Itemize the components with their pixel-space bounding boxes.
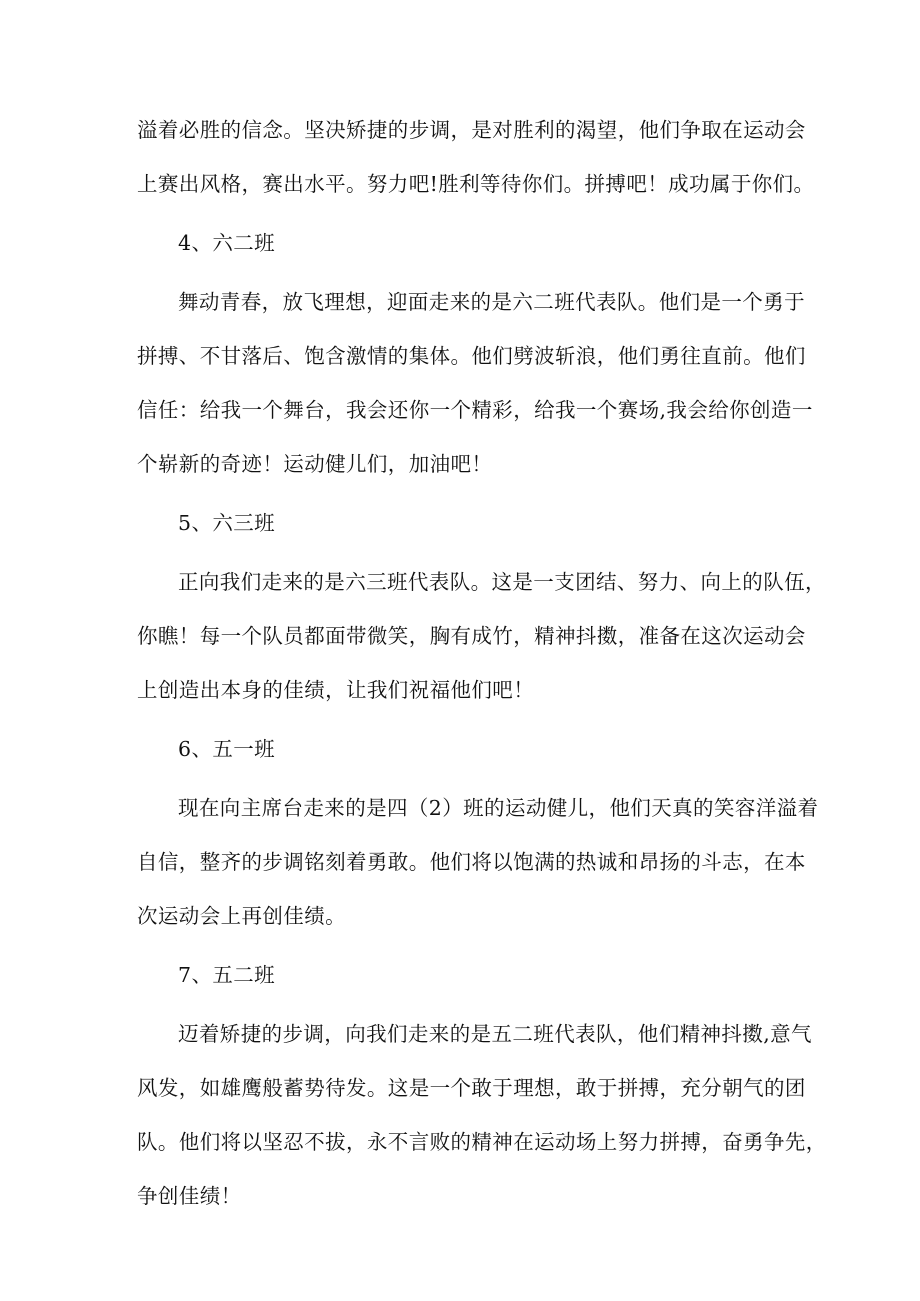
section-heading-class-6-2: 4、六二班 [178, 231, 276, 255]
paragraph-line: 个崭新的奇迹！运动健儿们，加油吧！ [137, 452, 493, 476]
paragraph-line: 现在向主席台走来的是四（2）班的运动健儿，他们天真的笑容洋溢着 [178, 796, 819, 820]
paragraph-line: 上创造出本身的佳绩，让我们祝福他们吧！ [137, 678, 535, 702]
paragraph-line: 溢着必胜的信念。坚决矫捷的步调，是对胜利的渴望，他们争取在运动会 [137, 118, 806, 142]
paragraph-line: 拼搏、不甘落后、饱含激情的集体。他们劈波斩浪，他们勇往直前。他们 [137, 344, 806, 368]
paragraph-line: 正向我们走来的是六三班代表队。这是一支团结、努力、向上的队伍， [178, 570, 826, 594]
section-heading-class-5-2: 7、五二班 [178, 963, 276, 987]
paragraph-line: 迈着矫捷的步调，向我们走来的是五二班代表队，他们精神抖擞,意气 [178, 1022, 812, 1046]
section-heading-class-5-1: 6、五一班 [178, 737, 276, 761]
paragraph-line: 自信，整齐的步调铭刻着勇敢。他们将以饱满的热诚和昂扬的斗志，在本 [137, 850, 806, 874]
paragraph-line: 争创佳绩！ [137, 1184, 242, 1208]
paragraph-line: 风发，如雄鹰般蓄势待发。这是一个敢于理想，敢于拼搏，充分朝气的团 [137, 1076, 806, 1100]
paragraph-line: 舞动青春，放飞理想，迎面走来的是六二班代表队。他们是一个勇于 [178, 290, 805, 314]
paragraph-line: 信任：给我一个舞台，我会还你一个精彩，给我一个赛场,我会给你创造一 [137, 398, 813, 422]
paragraph-line: 次运动会上再创佳绩。 [137, 904, 346, 928]
paragraph-line: 你瞧！每一个队员都面带微笑，胸有成竹，精神抖擞，准备在这次运动会 [137, 624, 806, 648]
section-heading-class-6-3: 5、六三班 [178, 511, 276, 535]
paragraph-line: 队。他们将以坚忍不拔，永不言败的精神在运动场上努力拼搏，奋勇争先， [137, 1130, 827, 1154]
paragraph-line: 上赛出风格，赛出水平。努力吧!胜利等待你们。拼搏吧！成功属于你们。 [137, 172, 815, 196]
